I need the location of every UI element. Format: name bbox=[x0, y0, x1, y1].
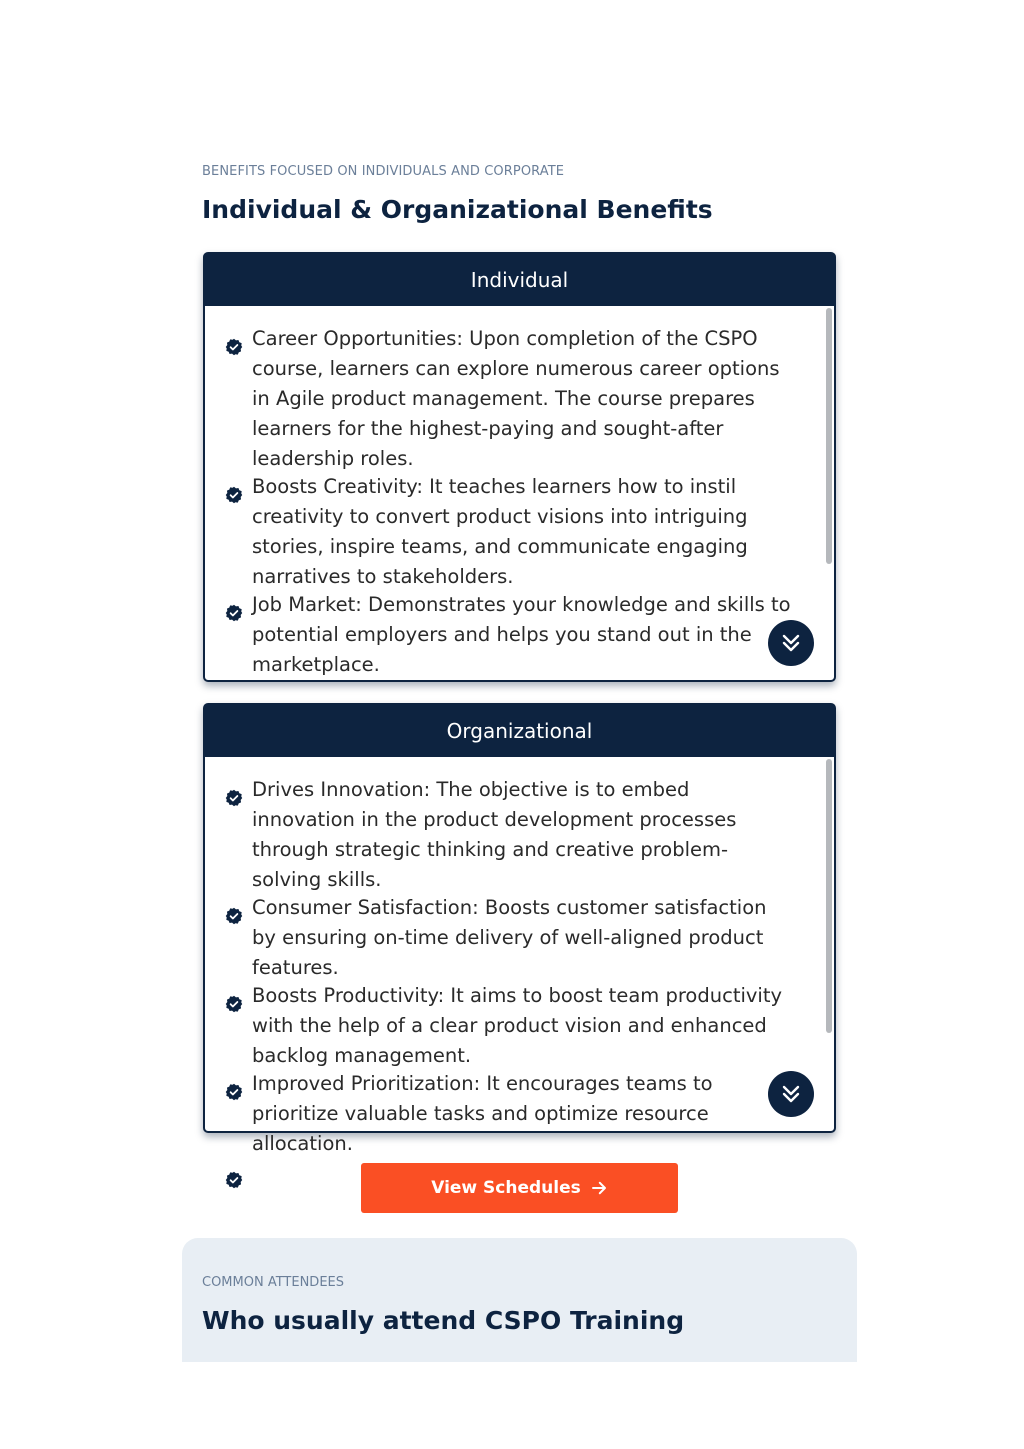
benefit-text: Improved Prioritization: It encourages teams to prioritize valuable tasks and optimize resource allocation. bbox=[252, 1072, 713, 1155]
verified-check-icon bbox=[225, 1171, 243, 1189]
scrollbar[interactable] bbox=[826, 759, 832, 1033]
verified-check-icon bbox=[225, 604, 243, 622]
view-schedules-label: View Schedules bbox=[431, 1178, 581, 1198]
organizational-benefits-card bbox=[203, 703, 836, 1155]
list-item bbox=[225, 778, 794, 895]
expand-button[interactable] bbox=[768, 1071, 814, 1117]
attendees-section bbox=[182, 1238, 857, 1362]
verified-check-icon bbox=[225, 907, 243, 925]
benefit-text: Boosts Creativity: It teaches learners how to instil creativity to convert product visions into intriguing stories, inspire teams, and communicate engaging narratives to stakeholders. bbox=[252, 475, 748, 588]
benefit-text: Job Market: Demonstrates your knowledge and skills to potential employers and helps you stand out in the marketplace. bbox=[252, 593, 791, 676]
attendees-title: Who usually attend CSPO Training bbox=[202, 1306, 685, 1335]
arrow-right-icon bbox=[590, 1179, 608, 1197]
benefit-text: Boosts Productivity: It aims to boost team productivity with the help of a clear product vision and enhanced backlog management. bbox=[252, 984, 783, 1067]
verified-check-icon bbox=[225, 486, 243, 504]
section-eyebrow: BENEFITS FOCUSED ON INDIVIDUALS AND CORPORATE bbox=[202, 164, 565, 179]
individual-card-header: Individual bbox=[205, 254, 834, 306]
double-chevron-down-icon bbox=[779, 631, 803, 655]
benefit-text: Career Opportunities: Upon completion of the CSPO course, learners can explore numerous career options in Agile product management. The course prepares learners for the highest-paying and sought-after leadership roles. bbox=[252, 327, 780, 470]
benefit-text: Consumer Satisfaction: Boosts customer satisfaction by ensuring on-time delivery of well-aligned product features. bbox=[252, 896, 767, 979]
organizational-card-body[interactable] bbox=[205, 757, 834, 1155]
individual-card-body[interactable] bbox=[205, 306, 834, 680]
list-item bbox=[225, 593, 794, 680]
verified-check-icon bbox=[225, 789, 243, 807]
list-item bbox=[225, 1072, 794, 1159]
scrollbar[interactable] bbox=[826, 308, 832, 564]
verified-check-icon bbox=[225, 338, 243, 356]
list-item bbox=[225, 475, 794, 592]
expand-button[interactable] bbox=[768, 620, 814, 666]
list-item bbox=[225, 896, 794, 983]
verified-check-icon bbox=[225, 995, 243, 1013]
organizational-card-header: Organizational bbox=[205, 705, 834, 757]
attendees-eyebrow: COMMON ATTENDEES bbox=[202, 1275, 344, 1290]
view-schedules-button[interactable] bbox=[361, 1163, 678, 1213]
list-item bbox=[225, 327, 794, 474]
section-title: Individual & Organizational Benefits bbox=[202, 195, 713, 224]
double-chevron-down-icon bbox=[779, 1082, 803, 1106]
verified-check-icon bbox=[225, 1083, 243, 1101]
individual-benefits-card bbox=[203, 252, 836, 682]
benefit-text: Drives Innovation: The objective is to embed innovation in the product development processes through strategic thinking and creative problem-solving skills. bbox=[252, 778, 737, 891]
list-item bbox=[225, 984, 794, 1071]
